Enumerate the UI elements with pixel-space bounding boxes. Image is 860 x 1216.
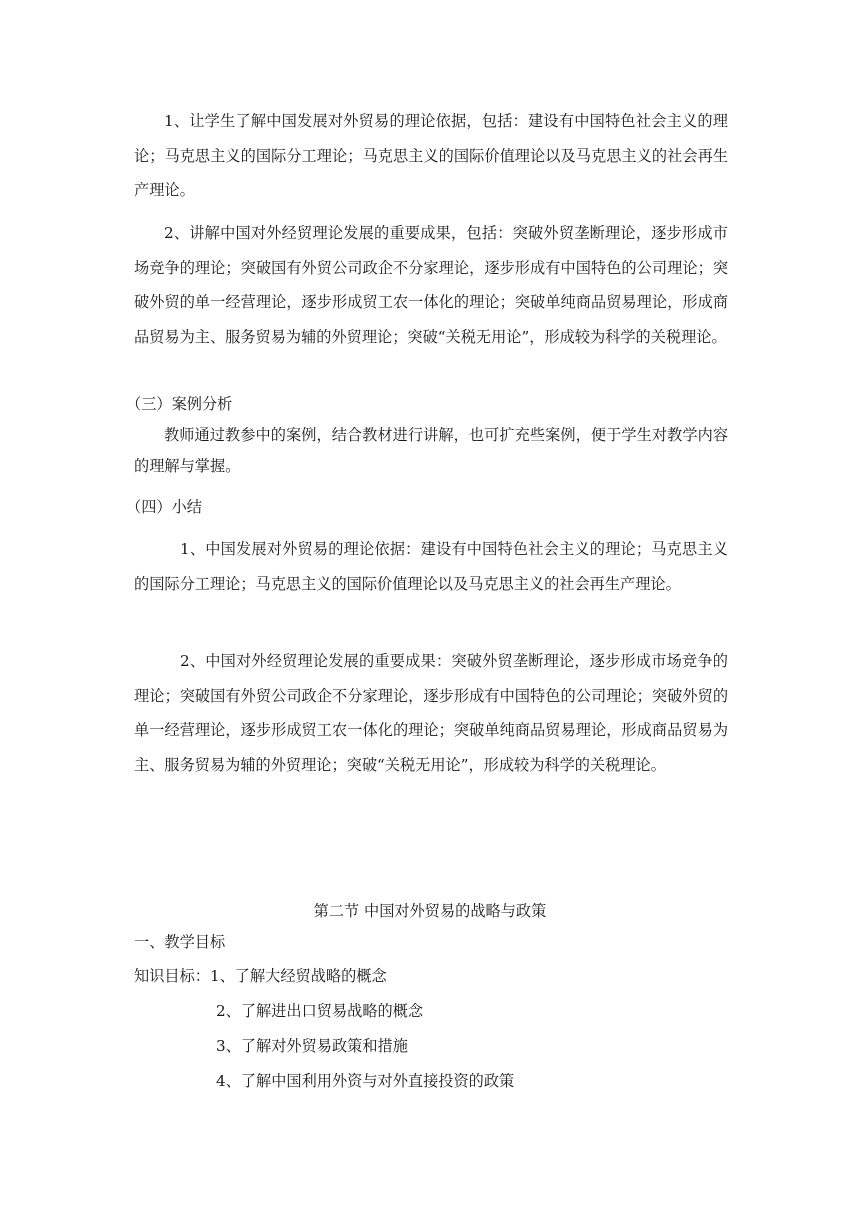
heading-teaching-goals: 一、教学目标	[134, 933, 226, 951]
knowledge-goal-item: 2、了解进出口贸易战略的概念	[216, 1002, 424, 1020]
paragraph-theory-achievements: 2、讲解中国对外经贸理论发展的重要成果，包括：突破外贸垄断理论，逐步形成市场竞争的理论；突破国有外贸公司政企不分家理论，逐步形成有中国特色的公司理论；突破外贸的单一经营理论，逐步形成贸工农一体化的理论；突破单纯商品贸易理论，形成商品贸易为主、服务贸易为辅的外贸理论；突破“关税无用论”，形成较为科学的关税理论。	[134, 224, 728, 346]
paragraph-theory-basis: 1、让学生了解中国发展对外贸易的理论依据，包括：建设有中国特色社会主义的理论；马克思主义的国际分工理论；马克思主义的国际价值理论以及马克思主义的社会再生产理论。	[134, 112, 728, 199]
paragraph-summary-2: 2、中国对外经贸理论发展的重要成果：突破外贸垄断理论，逐步形成市场竞争的理论；突破国有外贸公司政企不分家理论，逐步形成有中国特色的公司理论；突破外贸的单一经营理论，逐步形成贸工农一体化的理论；突破单纯商品贸易理论，形成商品贸易为主、服务贸易为辅的外贸理论；突破“关税无用论”，形成较为科学的关税理论。	[134, 652, 728, 774]
paragraph-case-analysis: 教师通过教参中的案例，结合教材进行讲解，也可扩充些案例，便于学生对教学内容的理解与掌握。	[134, 426, 728, 475]
knowledge-goal-row-1	[134, 961, 387, 991]
heading-case-analysis: （三）案例分析	[126, 395, 233, 413]
knowledge-goal-item: 3、了解对外贸易政策和措施	[216, 1037, 408, 1055]
knowledge-goal-item: 1、了解大经贸战略的概念	[209, 967, 387, 985]
paragraph-summary-1: 1、中国发展对外贸易的理论依据：建设有中国特色社会主义的理论；马克思主义的国际分工理论；马克思主义的国际价值理论以及马克思主义的社会再生产理论。	[134, 540, 728, 593]
section-title: 第二节 中国对外贸易的战略与政策	[313, 902, 547, 920]
knowledge-goal-item: 4、了解中国利用外资与对外直接投资的政策	[216, 1072, 515, 1090]
heading-summary: （四）小结	[126, 498, 202, 516]
knowledge-goal-label: 知识目标：	[134, 967, 210, 985]
